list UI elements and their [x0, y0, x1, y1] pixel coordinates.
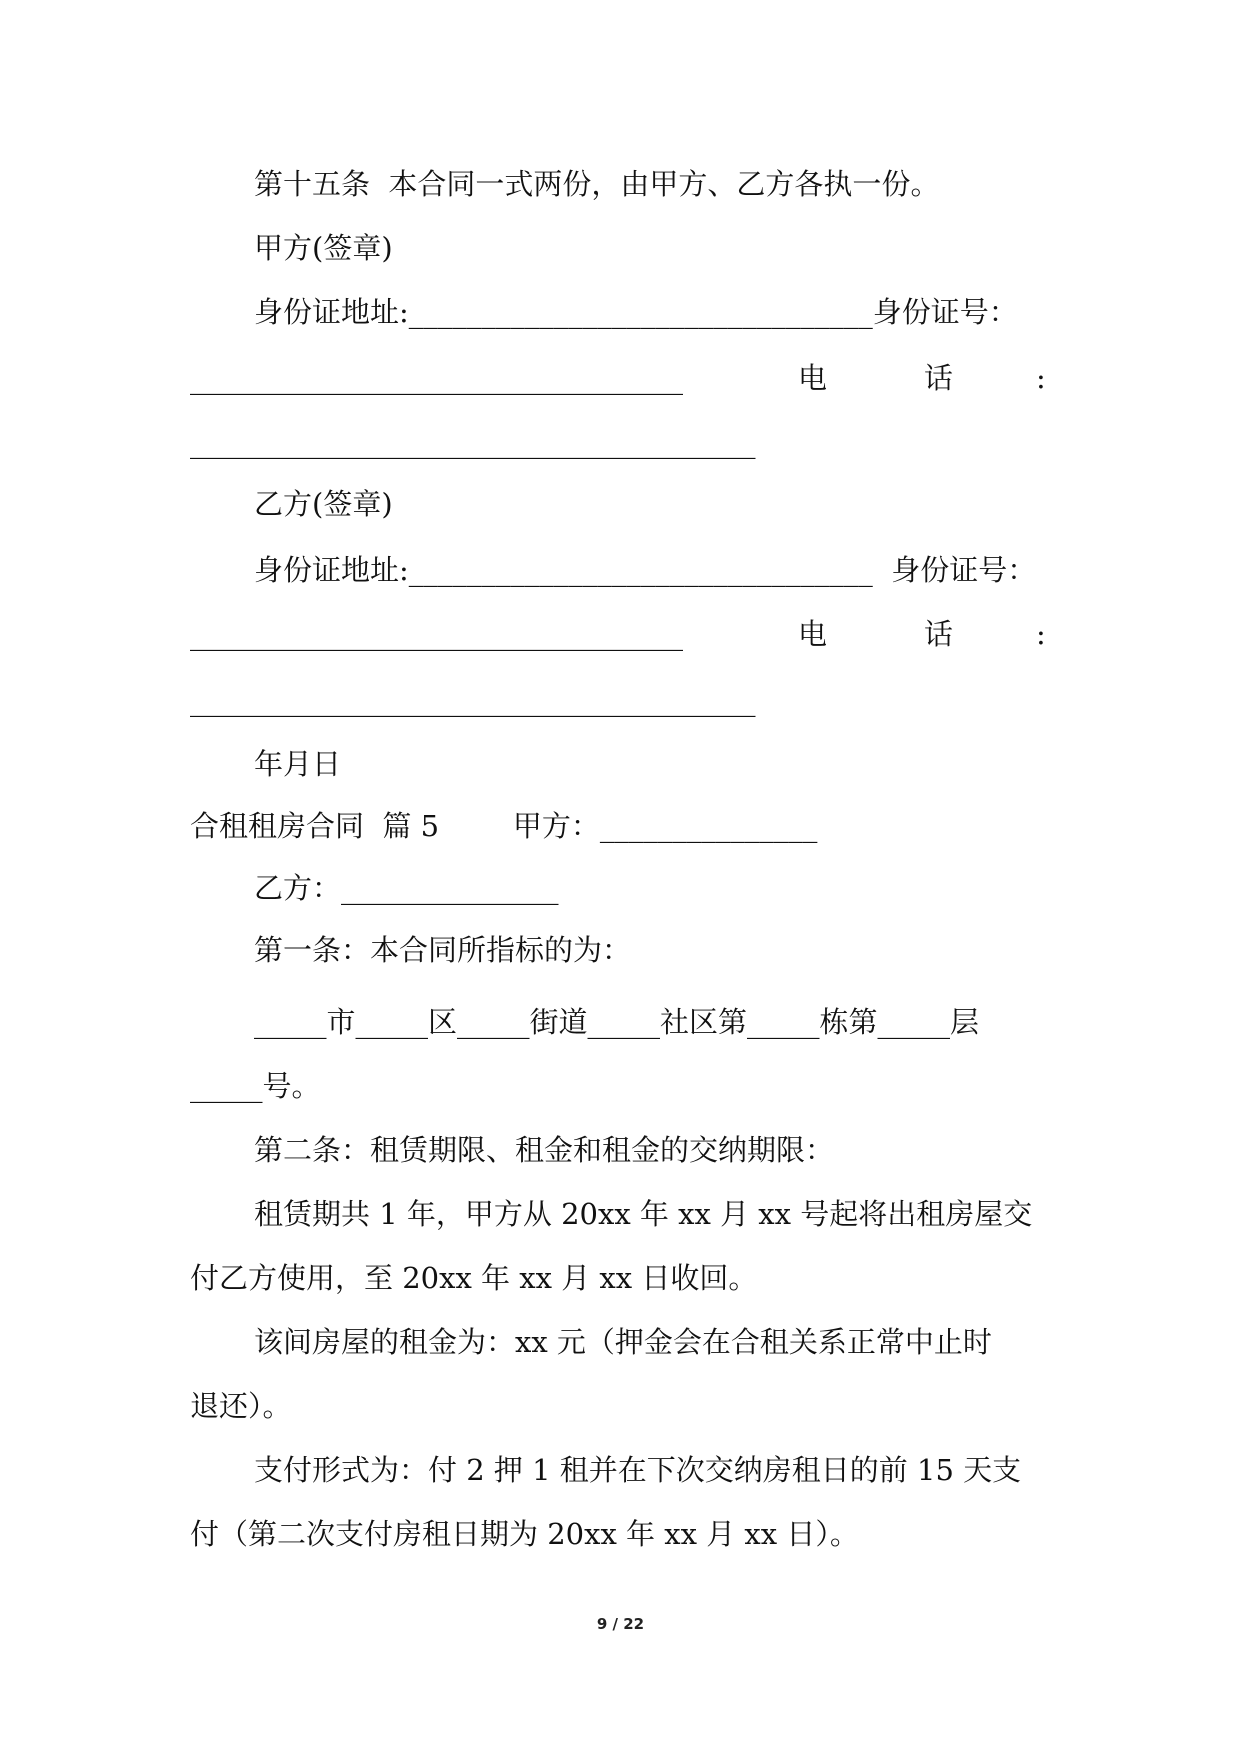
party-a-id-blank: __________________________________	[190, 361, 683, 395]
lease-term-line-1: 租赁期共 1 年，甲方从 20xx 年 xx 月 xx 号起将出租房屋交	[254, 1197, 1033, 1231]
date-line: 年月日	[254, 747, 342, 781]
party-b-line: 乙方：_______________	[254, 871, 559, 905]
article-2: 第二条：租赁期限、租金和租金的交纳期限：	[254, 1133, 835, 1167]
phone-label-char-2: 话	[924, 361, 954, 395]
lease-term-line-2: 付乙方使用，至 20xx 年 xx 月 xx 日收回。	[190, 1261, 758, 1295]
phone-label-char-2: 话	[924, 617, 954, 651]
phone-label-colon: :	[1036, 361, 1046, 395]
phone-label-char-1: 电	[798, 361, 828, 395]
phone-label-colon: :	[1036, 617, 1046, 651]
article-15: 第十五条 本合同一式两份，由甲方、乙方各执一份。	[254, 167, 940, 201]
payment-line-1: 支付形式为：付 2 押 1 租并在下次交纳房租日的前 15 天支	[254, 1453, 1022, 1487]
party-a-signature-label: 甲方(签章)	[254, 231, 393, 265]
party-a-address-line: 身份证地址:________________________________身份证号：	[254, 295, 1018, 329]
rent-line-1: 该间房屋的租金为：xx 元（押金会在合租关系正常中止时	[254, 1325, 992, 1359]
rent-line-2: 退还）。	[190, 1389, 292, 1423]
contract-5-title: 合租租房合同 篇 5 甲方：_______________	[190, 809, 818, 843]
payment-line-2: 付（第二次支付房租日期为 20xx 年 xx 月 xx 日）。	[190, 1517, 859, 1551]
page-number: 9 / 22	[596, 1615, 645, 1633]
party-b-phone-blank: _______________________________________	[190, 683, 756, 717]
party-b-id-blank: __________________________________	[190, 617, 683, 651]
party-a-phone-blank: _______________________________________	[190, 425, 756, 459]
party-b-address-line: 身份证地址:________________________________ 身份证号：	[254, 553, 1037, 587]
article-1: 第一条：本合同所指标的为：	[254, 933, 632, 967]
number-field: _____号。	[190, 1069, 321, 1103]
phone-label-char-1: 电	[798, 617, 828, 651]
address-fields: _____市_____区_____街道_____社区第_____栋第_____层	[254, 1005, 980, 1039]
party-b-signature-label: 乙方(签章)	[254, 487, 393, 521]
